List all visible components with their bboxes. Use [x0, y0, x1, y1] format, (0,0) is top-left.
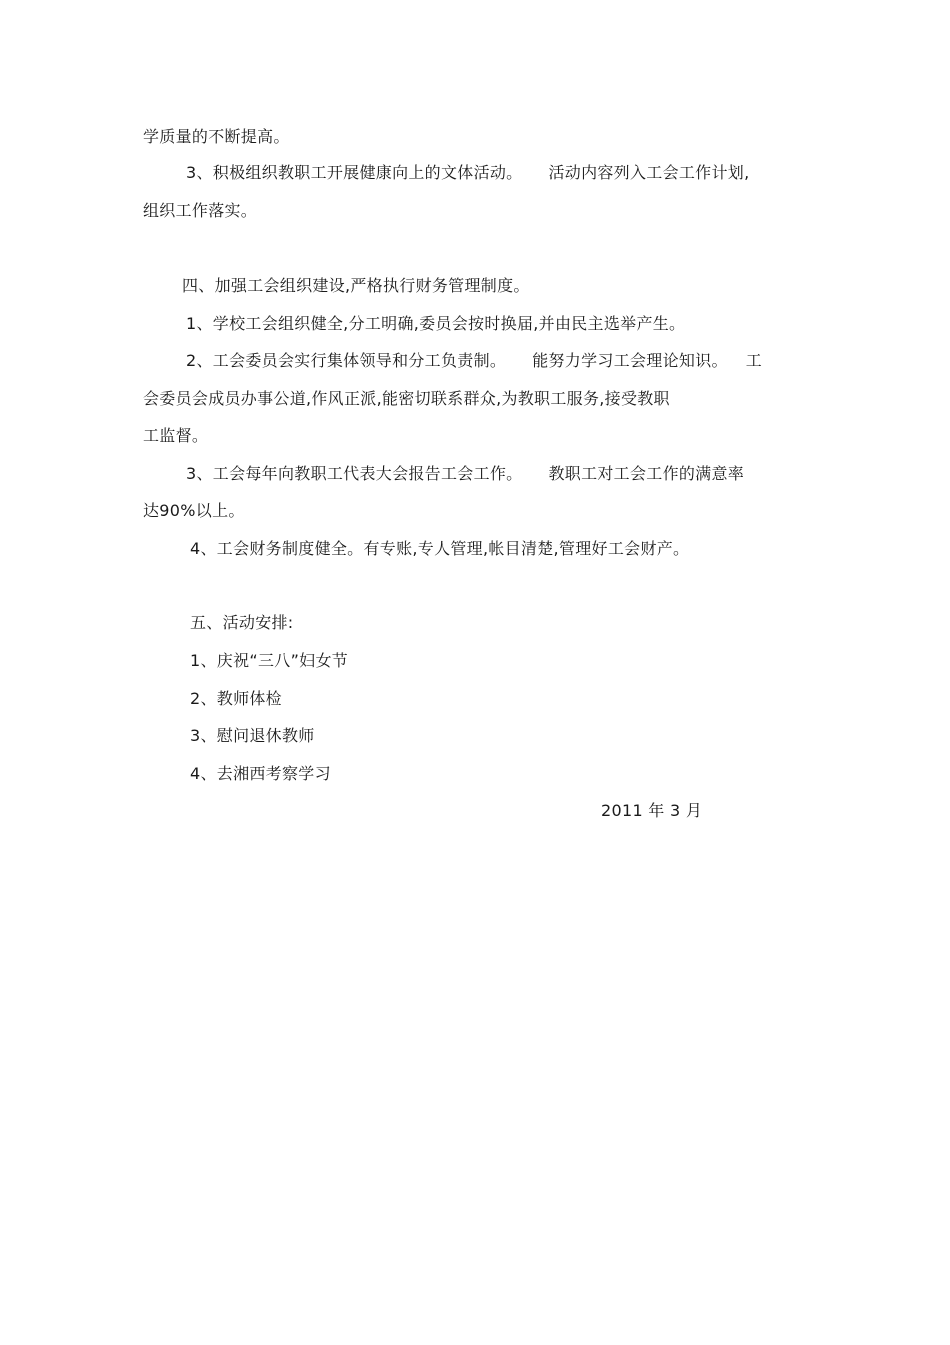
text-span: 能努力学习工会理论知识。 [532, 351, 728, 370]
text-span: 2、工会委员会实行集体领导和分工负责制。 [186, 351, 507, 370]
paragraph-line: 工监督。 [143, 426, 209, 445]
paragraph-line [186, 464, 744, 484]
section-heading: 四、加强工会组织建设,严格执行财务管理制度。 [182, 276, 530, 295]
text-span: 活动内容列入工会工作计划, [548, 163, 750, 182]
paragraph-line: 达90%以上。 [143, 501, 245, 520]
list-item: 3、慰问退休教师 [190, 726, 315, 745]
text-span: 教职工对工会工作的满意率 [548, 464, 745, 483]
paragraph-line: 组织工作落实。 [143, 201, 258, 220]
paragraph-line [186, 163, 749, 183]
text-span: 工 [745, 351, 763, 370]
section-heading: 五、活动安排: [190, 613, 294, 632]
paragraph-line [186, 351, 762, 371]
list-item: 4、去湘西考察学习 [190, 764, 331, 783]
text-span: 3、工会每年向教职工代表大会报告工会工作。 [186, 464, 523, 483]
paragraph-line: 4、工会财务制度健全。有专账,专人管理,帐目清楚,管理好工会财产。 [190, 539, 690, 558]
text-span: 3、积极组织教职工开展健康向上的文体活动。 [186, 163, 523, 182]
paragraph-line: 会委员会成员办事公道,作风正派,能密切联系群众,为教职工服务,接受教职 [143, 389, 670, 408]
document-date: 2011 年 3 月 [601, 801, 703, 820]
list-item: 2、教师体检 [190, 689, 282, 708]
paragraph-line: 学质量的不断提高。 [143, 127, 290, 146]
list-item: 1、庆祝“三八”妇女节 [190, 651, 349, 670]
paragraph-line: 1、学校工会组织健全,分工明确,委员会按时换届,并由民主选举产生。 [186, 314, 686, 333]
